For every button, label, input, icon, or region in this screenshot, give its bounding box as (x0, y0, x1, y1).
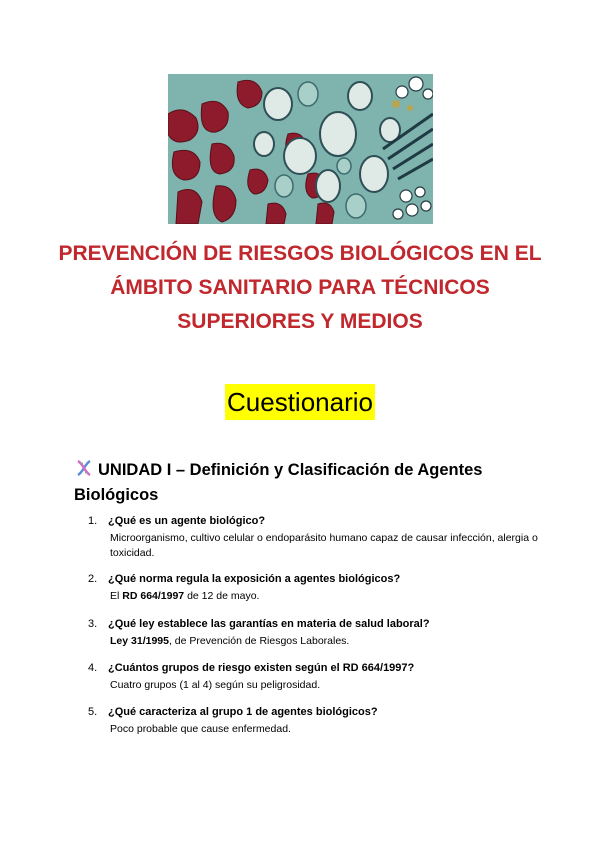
answer-body: de 12 de mayo. (184, 590, 260, 602)
question-text: ¿Qué norma regula la exposición a agentes biológicos? (108, 573, 401, 585)
dna-icon (74, 458, 94, 478)
question-text: ¿Cuántos grupos de riesgo existen según el RD 664/1997? (108, 662, 415, 674)
answer-text (110, 722, 550, 737)
answer-prefix: El (110, 590, 123, 602)
question-text: ¿Qué caracteriza al grupo 1 de agentes biológicos? (108, 706, 378, 718)
question-number: 2. (88, 573, 98, 585)
question-number: 3. (88, 618, 98, 630)
cover-image (168, 74, 433, 224)
document-title: PREVENCIÓN DE RIESGOS BIOLÓGICOS EN EL ÁMBITO SANITARIO PARA TÉCNICOS SUPERIORES Y MEDIOS (58, 242, 542, 333)
question-text: ¿Qué ley establece las garantías en materia de salud laboral? (108, 618, 430, 630)
answer-body: Poco probable que cause enfermedad. (110, 723, 291, 735)
answer-text (110, 531, 550, 561)
subtitle-highlight: Cuestionario (225, 384, 375, 420)
answer-body: Cuatro grupos (1 al 4) según su peligrosidad. (110, 679, 321, 691)
answer-bold: Ley 31/1995 (110, 635, 169, 647)
answer-body: Microorganismo, cultivo celular o endoparásito humano capaz de causar infección, alergia o toxicidad. (110, 532, 538, 559)
answer-body: , de Prevención de Riesgos Laborales. (168, 635, 350, 647)
answer-bold: RD 664/1997 (122, 590, 185, 602)
answer-text (110, 589, 550, 604)
answer-text (110, 678, 550, 693)
question-number: 1. (88, 515, 98, 527)
unit-heading (74, 458, 544, 508)
answer-text (110, 634, 550, 649)
question-text: ¿Qué es un agente biológico? (108, 515, 266, 527)
subtitle-container (0, 384, 600, 420)
unit-title: UNIDAD I – Definición y Clasificación de Agentes Biológicos (74, 461, 483, 504)
question-number: 5. (88, 706, 98, 718)
question-number: 4. (88, 662, 98, 674)
